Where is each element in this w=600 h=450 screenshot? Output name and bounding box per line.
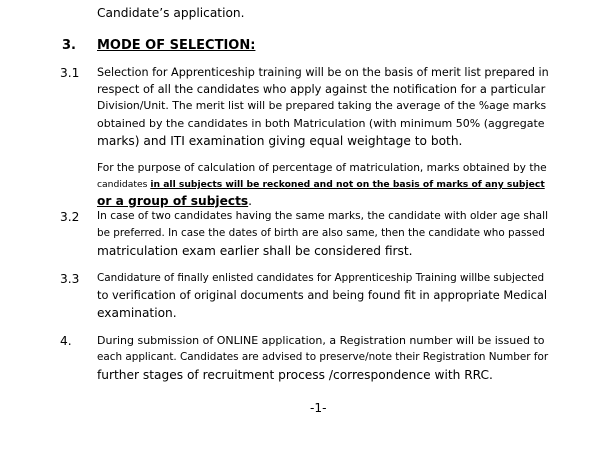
- clause-3-2-line: be preferred. In case the dates of birth are also same, then the candidate who passed: [97, 227, 545, 239]
- clause-4-line: During submission of ONLINE application, a Registration number will be issued to: [97, 334, 545, 347]
- clause-number-3-3: 3.3: [60, 272, 80, 286]
- clause-3-2-line: In case of two candidates having the same marks, the candidate with older age shall: [97, 210, 549, 222]
- clause-3-1-line: obtained by the candidates in both Matriculation (with minimum 50% (aggregate: [97, 117, 545, 130]
- clause-3-3-line: to verification of original documents and being found fit in appropriate Medical: [97, 288, 548, 302]
- clause-3-1-line: Selection for Apprenticeship training will be on the basis of merit list prepared in: [97, 66, 549, 79]
- clause-number-4: 4.: [60, 334, 72, 348]
- para2-suffix: .: [248, 194, 253, 208]
- page-number: -1-: [310, 401, 327, 415]
- clause-3-3-line: Candidature of finally enlisted candidates for Apprenticeship Training willbe subjected: [97, 272, 545, 284]
- section-number: 3.: [62, 38, 76, 53]
- clause-3-3-line: examination.: [97, 306, 177, 320]
- clause-4-line: further stages of recruitment process /correspondence with RRC.: [97, 368, 493, 382]
- section-title: MODE OF SELECTION:: [97, 38, 256, 53]
- clause-number-3-1: 3.1: [60, 66, 80, 80]
- clause-3-1-para2-line: [97, 195, 252, 207]
- continuation-text: Candidate’s application.: [97, 6, 245, 20]
- emphasized-text: or a group of subjects: [97, 194, 249, 208]
- clause-3-2-line: matriculation exam earlier shall be considered first.: [97, 244, 413, 258]
- clause-3-1-line: respect of all the candidates who apply against the notification for a particular: [97, 82, 546, 96]
- clause-3-1-line: marks) and ITI examination giving equal weightage to both.: [97, 134, 463, 148]
- clause-4-line: each applicant. Candidates are advised to preserve/note their Registration Number for: [97, 351, 549, 363]
- clause-number-3-2: 3.2: [60, 210, 80, 224]
- clause-3-1-line: Division/Unit. The merit list will be prepared taking the average of the %age marks: [97, 99, 547, 112]
- para2-prefix: candidates: [97, 179, 151, 190]
- clause-3-1-para2-line: [97, 180, 545, 189]
- clause-3-1-para2-line: For the purpose of calculation of percentage of matriculation, marks obtained by the: [97, 162, 547, 174]
- emphasized-text: in all subjects will be reckoned and not on the basis of marks of any subject: [150, 179, 545, 190]
